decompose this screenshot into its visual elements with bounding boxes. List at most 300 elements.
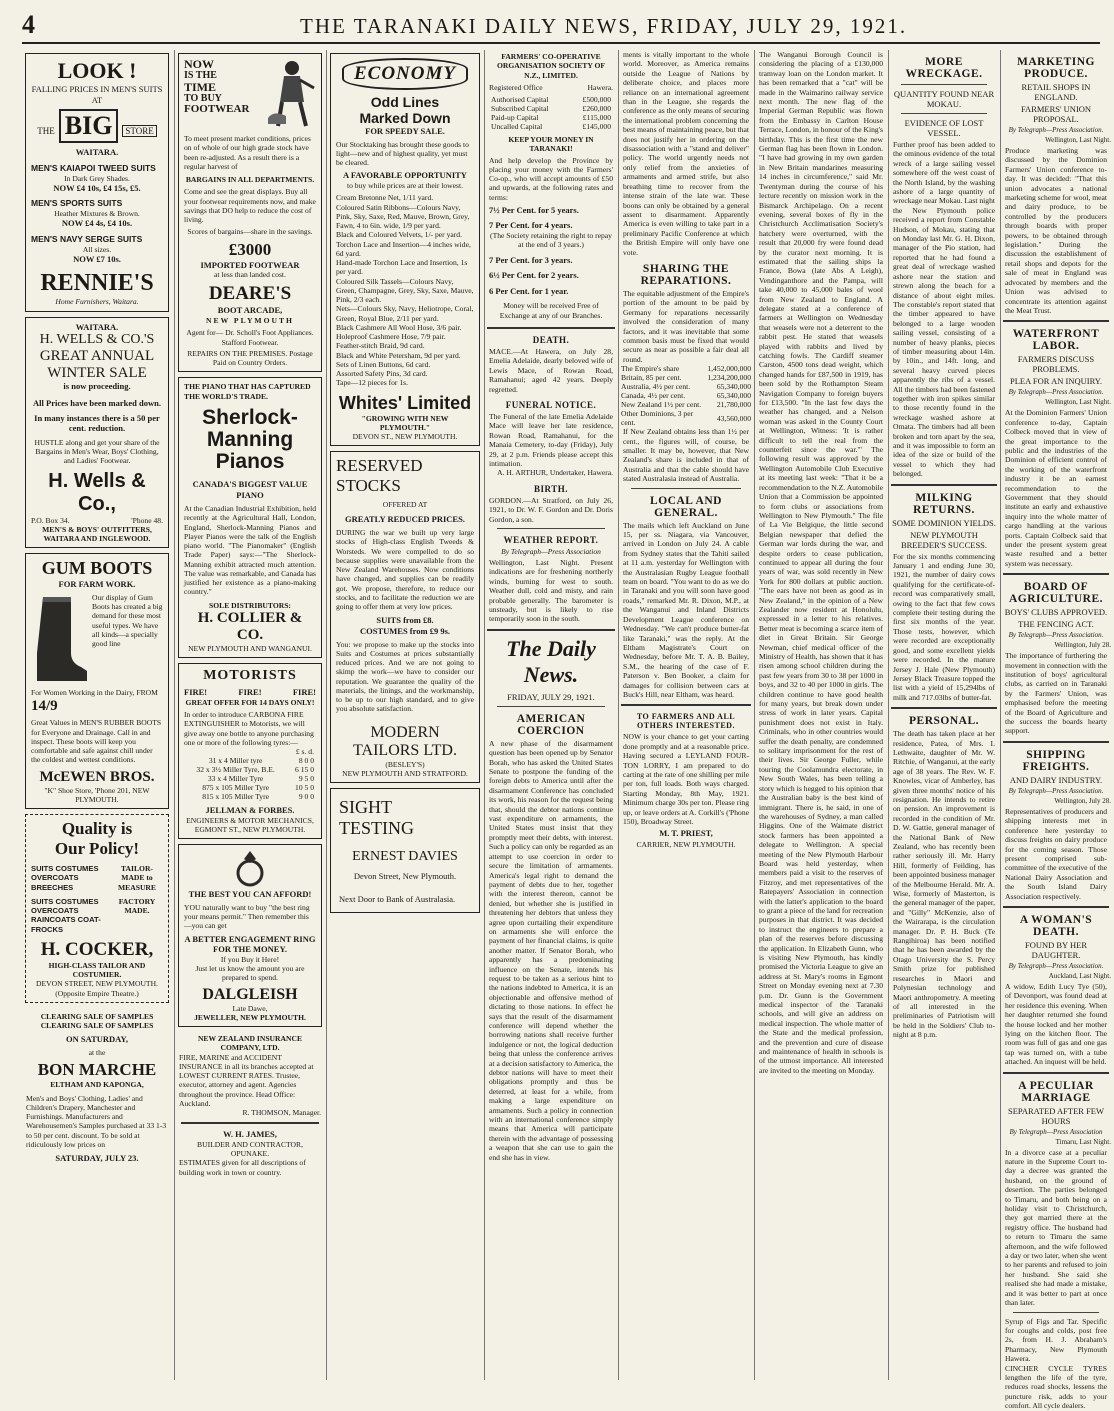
suit-price: NOW £4 4s, £4 10s. [61,218,133,229]
now-line: IS THE [184,69,217,81]
story-heading: PERSONAL. [909,715,979,728]
whites-ad [330,53,480,446]
story-body: The mails which left Auckland on June 15, per ss. Niagara, via Vancouver, arrived in London on July 24. A cable from Sydney states that the Tahiti sailed at 11 a.m. yesterday for Wellington with the Australasian Rugby League football team on board. "You want to do as we do in Taranaki and you will soon have good roads," remarked Mr. R. Dixon, M.P., at the Wanganui and Inland Districts Development League conference on Wednesday. "We can't produce butter-fat like Taranaki," was the reply. At the Eltham Magistrate's Court on Wednesday, before Mr. T. A. B. Bailey, S.M., the hearing of the case of F. Paterson v. Ben Booker, a claim for damages for collision between cars at Buck's Hill, near Eltham, was heard. [623,520,749,699]
page-number: 4 [22,10,35,39]
column-5 [618,50,753,1380]
ad-headline: MOTORISTS [203,668,297,684]
rate-item: 6½ Per Cent. for 2 years. [489,270,579,281]
local-news-body: The Wanganui Borough Council is considering the placing of a £130,000 tramway loan on the London market. It has been remarked that a "cat" will be made in the Waimarino railway service next month. The new flag of the Imperial German Republic was flown from the Embassy in Carlton House Terrace, London, in honour of the King's birthday. This is the first time the new German flag has been flown in London. "I have had growing in my own garden in New Britain mandarines measuring 14 inches in circumference," said Mr. Twentyman during the course of his lecture recently on mission work in the Bismarck Archipelago. On a recent evening, several boxes of fly in the Christchurch Acclimatisation Society's hatchery were overturned, with the result that 20,000 fry were found dead by the curator next morning. It is estimated that the sailing ships la France, Bowa (late Abs A Leigh), Vendinganthore and the Pampa, will take 40,000 to 45,000 bales of wool from New Zealand to England. A delegate stated at a conference of farmers at Wellington on Wednesday that weasels were not a deterrent to the rabbit pest. He stated that weasels played with rabbits and lived by catching fowls. The Cardiff steamer Carston, 4500 tons dead weight, which changed hands for £87,500 in 1919, has been sold by the Rothampton Steam Navigation Company to foreign buyers for £13,500. "In the last few days the weather has changed, and a Nelson woman was asked in the County Court at Wellington, Witness: 'It is rather difficult to tell the real from the counterfeit since the war.'" The following result was approved by the Wellington Automobile Club Executive at its meeting last week: "That it be a recommendation to the N.Z. Automobile Union that a Commission be appointed to form clubs or associations from Wellington to New Plymouth." The file of La Vie Belgique, the little second Belgian newspaper that defied the German war lords during the war, and despite orders to cease publication, continued to appear all during the four years of war, was sold recently in New York for 800 dollars at public auction. "The ears have not been as good as in New Zealand," in the opinion of a New Zealander now resident at Honolulu, expressed in a letter to his relatives. Better meat is becoming a scarce item of diet in Great Britain. Sir George Newman, chief medical officer of the Ministry of Health, has shown that it has risen among school children during the past few years from 30 to 38 per 1000 in boys, and 32 to 40 per 1000 in girls. The children continue to have good health for many years, but break down under stress of work in later years. Capital punishment does not exist in Italy. Criminals, who in other countries would suffer the death penalty, are condemned to solitary imprisonment for the rest of their lives. Sir George Fuller, while touring the Coolamundra electorate, in New South Wales, has been telling a story which is hegged to his opinion that the Australian baby is the best kind of immigrant. There is, he said, in one of the warehouses of Sydney, a man called Higgins. One of the Waimate district stock farmers has been appointed a delegate to Wellington. A special meeting of the New Plymouth Harbour Board was held yesterday, when members paid a visit to the reserves of Fitzroy, and met representatives of the Ratepayers' Association in connection with the latter's application to the board to grant a piece of the land for recreation purposes in that district. It was decided to instruct the engineers to prepare a plan of the reserves before discussing the application. In Elizabeth Gunn, who is visiting New Plymouth, has kindly promised the Victoria League to give an address at St. Mary's rooms in Egmont Street on Monday evening next at 7.30 p.m. Dr. Gunn is the Government medical inspector of the Taranaki schools, and will give an address on medical inspection. The whole matter of the State and the medical profession, and the prevention and cure of disease and maintenance of health in schools is of the utmost importance. All interested are invited to the meeting on Monday. [759,50,883,1075]
story-subheading: SEPARATED AFTER FEW HOURS [1007,1105,1105,1126]
share-value: 1,452,000,000 [707,364,751,374]
ad-body: And help develop the Province by placing your money with the Farmers' Co-op., who will accept amounts of £50 and upwards, at the following rates and terms: [489,155,613,202]
ad-sub: GREATLY REDUCED PRICES. [345,513,465,524]
divider [901,84,987,85]
firm-note: Late Dawe, [232,1003,268,1013]
ad-line: at less than landed cost. [214,270,286,280]
ad-line: THE PIANO THAT HAS CAPTURED THE WORLD'S TRADE. [184,382,311,401]
firm-name: DALGLEISH [202,985,298,1003]
notice-heading: DEATH. [532,334,570,345]
story-subheading: NEW PLYMOUTH BREEDER'S SUCCESS. [900,529,988,550]
story-body: At the Dominion Farmers' Union conference to-day, Captain Colbeck moved that in view of the great importance to the public and the industries of the Dominion of efficient control of the working of the waterfront industry it be an earnest recommendation to the Government that they should institute an early and exhaustive inquiry into the whole matter of cargo handling at the various ports. Captain Colbeck said that under the present system great waste resulted and a better system was necessary. [1005,408,1107,568]
rate-note: (The Society retaining the right to repay at the end of 3 years.) [490,231,612,250]
ad-body: Our Stocktaking has brought these goods to light—new and of highest quality, yet must be cleared. [336,139,469,168]
now-line: NOW [184,57,214,71]
story-body: The death has taken place at her residence, Patea, of Mrs. I. Lethwaite, daughter of Mr. W. Ritchie, of Wanganui, at the early age of 38 years. The Rev. W. F. Knowles, vicar of Amberley, has given three months' notice of his resignation. He intends to retire on pension. An improvement is recorded in the condition of Mr. D. W. Gattie, general manager of the National Bank of New Zealand, who has recently been rather seriously ill. Mr. Harry Hill, formerly of Feilding, has been appointed business manager of the Melbourne Herald. Mr. A. Wise, formerly of Masterton, is the general manager of the paper, and "Gilly" McKenzie, also of the Wairarapa, is the circulation manager. Dr. P. H. Buck (Te Rangihiroa) has been notified that he has been awarded by the Otago University the S. Percy Smith prize for published researches in Maori and Polynesian technology and Maori anthropometry. A meeting of all interested in the preliminaries of Patriotism will be held in the Soldiers' Club to-night at 8 p.m. [893,729,995,1040]
price: 14/9 [31,698,58,715]
capital-table [489,95,613,131]
rate-item: 6 Per Cent. for 1 year. [489,285,569,296]
list-item: Coloured Silk Tassels—Colours Navy, Green, Champagne, Grey, Sky, Saxe, Mauve, Pink, 2/3 each. [336,276,474,304]
quality-row [31,864,163,892]
phone: 'Phone 48. [131,515,163,525]
amount: £3000 [228,239,272,259]
dalgleish-ad [178,844,322,1027]
notice-body: MACE.—At Hawera, on July 28, Emelia Adelaide, dearly beloved wife of Lewis Mace, of Rowan Road, Ramahanui; aged 42 years. Deeply regretted. [489,346,613,394]
divider [1013,1312,1099,1313]
story-dateline: Timaru, Last Night. [1055,1137,1111,1146]
small-ad: CINCHER CYCLE TYRES lengthen the life of the tyre, reduces road shocks, lessens the puncture risk, adds to your comfort. All cycle dealers. [1005,1363,1107,1411]
ad-headline: Our Policy! [54,839,140,859]
suit-name: MEN'S KAIAPOI TWEED SUITS [31,162,156,173]
share-value: 21,780,000 [716,400,751,410]
ad-headline: SIGHT [339,797,392,818]
capital-value: £115,000 [582,113,611,122]
ad-line: ON SATURDAY, [65,1034,129,1045]
fire-row [184,687,316,698]
quality-items: SUITS COSTUMES OVERCOATS RAINCOATS COAT-FROCKS [31,896,101,934]
now-line: TO BUY [184,92,222,104]
newspaper-title: THE TARANAKI DAILY NEWS, FRIDAY, JULY 29, 1921. [300,14,908,38]
story-heading: BOARD OF AGRICULTURE. [1008,581,1104,606]
divider [891,484,997,486]
ad-line: CLEARING SALE OF SAMPLES [40,1011,154,1021]
divider [487,327,615,329]
now-title [184,58,264,130]
column-1 [22,50,172,1380]
story-subheading: RETAIL SHOPS IN ENGLAND. [1021,82,1091,102]
firm-addr: DEVON ST., NEW PLYMOUTH. [352,432,458,441]
big-store-ad [25,53,169,312]
column-8 [1000,50,1111,1411]
table-row [184,765,316,774]
sight-testing-ad [330,788,480,913]
ad-line: BARGAINS IN ALL DEPARTMENTS. [185,175,315,184]
gum-boot-icon [31,593,89,685]
story-subheading: FARMERS DISCUSS PROBLEMS. [1017,354,1095,375]
ad-line: KEEP YOUR MONEY IN TARANAKI! [508,135,594,154]
ad-body: Money will be received Free of Exchange at any of our Branches. [499,301,603,320]
suit-name: MEN'S SPORTS SUITS [31,198,123,209]
ad-line: GREAT OFFER FOR 14 DAYS ONLY! [185,697,315,707]
gum-boot-row [31,593,163,685]
story-dateline: Auckland, Last Night. [1048,971,1111,980]
story-byline: By Telegraph—Press Association. [1008,388,1104,397]
suit-desc: In Dark Grey Shades. [64,173,130,183]
firm-note: (BESLEY'S) [385,759,425,769]
gum-boots-ad [25,553,169,809]
ad-line: CLEARING SALE OF SAMPLES [40,1021,154,1031]
masthead-rule [22,42,1100,44]
ad-line: Agent for— Dr. Scholl's Foot Appliances. Stafford Footwear. [186,328,314,347]
firm-name: Whites' Limited [338,392,472,413]
ad-line: IMPORTED FOOTWEAR [200,259,300,270]
list-item: Assorted Safety Pins, 3d card. [336,369,428,378]
firm-sub: ENGINEERS & MOTOR MECHANICS, EGMONT ST., NEW PLYMOUTH. [186,815,314,834]
ad-body: Scores of bargains—share in the savings. [187,227,313,237]
story-heading: WEATHER REPORT. [503,534,599,545]
story-body: A widow, Edith Lucy Tye (50), of Devonport, was found dead at her residence this evening. When her daughter returned she found the house locked and her mother lying on the kitchen floor. The room was full of gas and one gas tap was turned on, with a tube attached. An inquest will be held. [1005,981,1107,1067]
motorists-ad [178,663,322,839]
newspaper-nameplate: The Daily News. [506,635,596,687]
divider [631,488,741,489]
capital-value: £500,000 [582,95,611,104]
list-item: Feather-stitch Braid, 9d card. [336,341,425,351]
story-body: For the six months commencing January 1 and ending June 30, 1921, the number of dairy cows qualifying for the certificate-of-record was comparatively small, owing to the fact that few cows complete their testing during the first six months of the year. Those tests, however, which were recorded are exceptionally good, and some excellent yields were recorded. In the mature Jersey J. Hale (New Plymouth) Jersey Black Treasure topped the list with a yield of 15,294lbs of milk and 717.03lbs of butter-fat. [893,551,995,702]
ring-icon [230,849,270,889]
firm-name: H. WELLS & CO.'S [39,332,155,348]
table-row [184,756,316,765]
reg-office-row [489,83,613,92]
divider [497,528,605,529]
ad-town: WAITARA. [75,147,119,158]
column-6 [754,50,887,1380]
capital-label: Authorised Capital [491,95,549,104]
table-row [489,113,613,122]
tyre-table [184,747,316,801]
piano-name: Sherlock-Manning Pianos [202,405,298,473]
notice-body: The Funeral of the late Emelia Adelaide Mace will leave her late residence, Rowan Road, Ramahanui, for the Manaia Cemetery, to-day (Friday), July 29, at 2 p.m. Friends please accept this intimation. [489,411,613,468]
story-subheading: SOME DOMINION YIELDS. [892,517,996,528]
ad-headline: Marked Down [359,110,451,126]
firm-name: JELLMAN & FORBES. [205,805,295,816]
firm-sub: BUILDER AND CONTRACTOR, OPUNAKE. [197,1139,303,1159]
logo-big: BIG [59,109,119,143]
editorial-body: A new phase of the disarmament question has been opened up by Senator Borah, who has asked the United States Senate to postpone the funding of the foreign debts to America until after the disarmament Conference has concluded its work, his reason for the request being that, should the debtor nations continue vast expenditure on armaments, the United States must insist that they promptly meet their debts, with interest. Such a policy can only be regarded as an attempt to use coercion in order to secure the limitation of armaments. America's legal right to demand the payment of debts due to her, together with the interest thereon, cannot be denied, but whether she is justified in threatening her debtors that unless they agree upon curtailing their expenditure on armaments she will enforce the payment of her financial claims, is quite another matter. If Senator Borah, who apparently has a predominating influence on the Senate, intends his request to be taken as a serious hint to the nations indebted to America, it is an objectionable and offensive method of dictating to those nations. In effect he says that the result of the disarmament conference will depend whether the borrowing nations shall receive further indulgence or not, the logical deduction being that unless the conference arrives at a decision satisfactory to America, the debtor nations will have to meet their obligations promptly and thus be deterred, at least for a while, from making a large expenditure on armaments. Such a policy in connection with an international conference simply means that America will participate therein with the advantage of possessing a weapon that she can use to gain the end she has in view. [489,738,613,1162]
masthead [0,0,1114,44]
tyre-price: 8 0 0 [298,756,314,766]
ad-sub: OFFERED AT [382,500,428,510]
firm-tag: "GROWING WITH NEW PLYMOUTH." [361,413,449,432]
ad-date: SATURDAY, JULY 23. [55,1153,139,1164]
tyre-price: 6 15 0 [295,765,314,775]
share-label: Britain, 85 per cent. [621,373,682,383]
ad-body: Great Values in MEN'S RUBBER BOOTS for Everyone and Drainage. Call in and inspect. These boots will keep you comfortable and safe against chill under the coldest and wettest conditions. [31,718,162,765]
story-heading: LOCAL AND GENERAL. [650,494,722,519]
firm-addr: DEVON STREET, NEW PLYMOUTH. [36,979,158,989]
firm-sub: CARRIER, NEW PLYMOUTH. [636,840,736,850]
table-row [489,95,613,104]
ad-line: All Prices have been marked down. [33,397,161,408]
story-subheading: BOYS' CLUBS APPROVED. [1004,607,1108,618]
column-7 [888,50,999,1380]
firm-sub: BOOT ARCADE, [217,305,283,316]
shoemaker-figure-icon [264,58,316,130]
odd-lines-list [336,193,474,387]
divider [621,704,751,706]
story-byline: By Telegraph—Press Association [501,546,601,556]
ad-headline: STOCKS [336,476,401,496]
modern-tailors-ad [330,451,480,783]
suit-desc: Heather Mixtures & Brown. [54,209,140,218]
table-row [619,391,753,400]
story-heading: WATERFRONT LABOR. [1012,328,1100,353]
story-byline: By Telegraph—Press Association [1009,1127,1103,1136]
column-2 [174,50,325,1380]
firm-name: H. COLLIER & CO. [197,609,303,643]
divider [1003,1072,1109,1074]
list-item: Black and Coloured Velvets, 1/- per yard. [336,230,462,240]
table-row [184,774,316,783]
share-label: The Empire's share [621,364,680,374]
story-subheading: QUANTITY FOUND NEAR MOKAU. [893,89,995,109]
small-ad: Syrup of Figs and Tar. Specific for coughs and colds, post free 2s, from H. J. Abraham's Pharmacy, New Plymouth Hawera. [1005,1316,1107,1364]
story-subheading: PLEA FOR AN INQUIRY. [1010,376,1102,387]
story-byline: By Telegraph—Press Association. [1008,961,1104,970]
fire-word: FIRE! [238,687,262,698]
tyre-price: 10 5 0 [295,783,314,793]
story-byline: By Telegraph—Press Association. [1008,631,1104,640]
capital-label: Paid-up Capital [491,113,539,122]
reparations-table [619,364,753,427]
divider [1003,741,1109,743]
share-value: 65,340,000 [716,391,751,401]
now-header [184,58,316,130]
firm-place: WAITARA AND INGLEWOOD. [43,534,151,543]
divider [1003,573,1109,575]
ad-price-line [31,688,163,716]
list-item: Hand-made Torchon Lace and Insertion, 1s per yard. [336,258,468,277]
table-row [619,382,753,391]
table-row [619,373,753,382]
story-heading: A PECULIAR MARRIAGE [1018,1079,1094,1104]
ad-agent: R. THOMSON, Manager. [242,1108,321,1118]
table-row [184,792,316,801]
story-heading: MARKETING PRODUCE. [1017,56,1095,80]
piano-ad [178,377,322,658]
tyre-name: 31 x 4 Miller tyre [208,756,263,766]
firm-name: MODERN TAILORS LTD. [353,723,457,759]
list-item [31,198,163,229]
firm-name: McEWEN BROS. [39,768,155,785]
tyre-name: 815 x 105 Miller Tyre [202,792,270,802]
farmers-coop-ad [485,50,617,322]
capital-value: £260,000 [582,104,611,113]
story-body: The importance of furthering the movement in connection with the institution of boys' agricultural clubs, as carried on in Taranaki by the Farmers' Union, was emphasised before the meeting of the Board of Agriculture and the success the boards hearty support. [1005,651,1107,736]
bon-marche-ad [22,1008,172,1168]
insurance-ad [175,1032,325,1179]
divider [181,1122,319,1124]
ad-sub: FOR FARM WORK. [58,579,136,590]
list-item [31,234,163,265]
ad-sub: FALLING PRICES IN MEN'S SUITS AT [31,84,163,105]
now-line: FOOTWEAR [184,103,250,116]
ad-body: DURING the war we built up very large stocks of High-class English Tweeds & Worsteds. We were compelled to do so because supplies were unavailable from the New Zealand Warehouses. Now conditions have changed, and supplies can be readily got. We propose, therefore, to reduce our stocks, and to facilitate the reduction we are going to offer them at very low prices. [336,528,474,612]
ad-line: SOLE DISTRIBUTORS: [209,600,291,610]
ad-body: In order to introduce CARBONA FIRE EXTINGUISHER to Motorists, we will give away one bottle to anyone purchasing one or more of the following tyres:— [184,710,314,747]
table-row [184,747,316,756]
ad-headline: TESTING [339,818,414,839]
firm-sub: JEWELLER, NEW PLYMOUTH. [194,1012,306,1022]
list-item: Tape—12 pieces for 1s. [336,378,409,388]
editorial-body: ments is vitally important to the whole world. Moreover, as America remains outside the League of Nations by deliberate choice, and places more reliance on an international agreement than in the League, she regards the conference as the only means of securing the international problem concerning the best means of maintaining peace, but that does not justify her in ordering on the disassociation with a "stand and deliver" policy. The world urgently needs not only relief from the anxieties of armaments and armed strife, but also breathing time to recover from the intense strain of the late war. These boons can only be obtained by a general assent to disarmament. Apparently America is even willing to take part in a preliminary Pacific Conference at which the British Empire will only have one vote. [623,50,749,257]
suit-desc: All sizes. [82,244,112,254]
column-3 [326,50,483,1380]
firm-name: BON MARCHE [37,1060,157,1080]
list-item: Torchon Lace and Insertion—4 inches wide, 6d yard. [336,239,471,258]
story-body: Wellington, Last Night. Present indications are for freshening northerly winds, burning for west to south. Weather dull, cold and misty, and rain probable generally. The barometer is unsteady, but is likely to rise temporarily soon in the south. [489,557,613,624]
story-subheading: EVIDENCE OF LOST VESSEL. [904,118,984,138]
tyre-name: 33 x 4 Miller Tyre [207,774,264,784]
price: COSTUMES from £9 9s. [359,626,451,636]
sale-sub: is now proceeding. [63,381,131,392]
ad-body: YOU naturally want to buy "the best ring your means permit." Then remember this—you can get [184,902,310,931]
table-row [619,400,753,409]
story-body: If New Zealand obtains less than 1½ per cent., the figures will, of course, be smaller. It may be, however, that New Zealand's share is included in that of Australia and that the cable should have stated Australasia instead of Australia. [623,427,749,484]
notice-signature: A. H. ARTHUR, Undertaker, Hawera. [497,468,613,478]
ad-line: If you Buy it Here! [220,954,280,964]
value: Hawera. [587,82,613,92]
capital-label: Uncalled Capital [491,122,543,131]
list-item: Coloured Satin Ribbons—Colours Navy, Pink, Sky, Saxe, Red, Mauve, Brown, Grey, Fawn, 4 to 6in. wide, 1/9 per yard. [336,202,470,230]
list-item: Cream Bretonne Net, 1/11 yard. [336,193,434,203]
firm-place: NEW PLYMOUTH AND WANGANUI. [188,643,312,653]
list-item [31,163,163,194]
sale-title: GREAT ANNUAL WINTER SALE [39,348,155,381]
table-row [184,783,316,792]
ad-line: A FAVORABLE OPPORTUNITY [343,170,467,181]
ad-body: ESTIMATES given for all descriptions of building work in town or country. [179,1158,306,1177]
quality-ad [25,814,169,1003]
firm-place: ELTHAM AND KAPONGA, [50,1080,144,1090]
ad-body: To meet present market conditions, prices on of whole of our high grade stock have been re-adjusted. As a result there is a regular harvest of [184,134,311,171]
price-label: For Women Working in the Dairy, FROM [31,687,158,697]
story-body: The equitable adjustment of the Empire's portion of the amount to be paid by Germany for reparations necessarily involved the consideration of many factors, and it was inevitable that some common basis must be fixed that would secure as near as possible a fair deal all round. [623,288,749,364]
story-dateline: Wellington, Last Night. [1045,136,1111,144]
firm-sub: HIGH-CLASS TAILOR AND COSTUMIER. [48,960,146,980]
story-heading: SHIPPING FREIGHTS. [1022,748,1090,773]
capital-label: Subscribed Capital [491,104,549,113]
ad-line: A BETTER ENGAGEMENT RING FOR THE MONEY. [184,933,316,955]
tyre-price: 9 5 0 [298,774,314,784]
ad-headline: Odd Lines [370,94,440,110]
firm-logo: H. Wells & Co., [48,469,146,515]
ad-sub: FOR SPEEDY SALE. [365,126,445,136]
story-byline: By Telegraph—Press Association. [1008,786,1104,795]
editorial-heading: AMERICAN COERCION [516,712,586,737]
firm-name: ERNEST DAVIES [352,849,458,865]
ad-body: Come and see the great displays. Buy all your footwear requirements now, and make savings that DO help to reduce the cost of living. [184,187,316,224]
big-store-logo [31,109,163,143]
ad-headline: Quality is [61,819,133,839]
ad-headline: LOOK ! [57,58,137,83]
ad-body: You: we propose to make up the stocks into Suits and Costumes at prices substantially reduced prices. And we are not going to skimp the work—we have to consider our reputation. We guarantee the quality of the materials, the linings, and the workmanship, to be up to our high standard, and to give you absolute satisfaction. [336,639,474,714]
share-label: Canada, 4½ per cent. [621,391,686,401]
divider [1003,320,1109,322]
rate-item: 7 Per Cent. for 4 years. [489,220,573,231]
firm-name: RENNIE'S [40,270,154,297]
ad-headline: RESERVED [336,456,423,476]
tyre-name: 875 x 105 Miller Tyre [202,783,270,793]
share-value: 43,560,000 [716,413,751,423]
ad-body: Just let us know the amount you are prepared to spend. [195,964,305,983]
notice-heading: FUNERAL NOTICE. [505,399,597,410]
firm-addr: NEW PLYMOUTH AND STRATFORD. [342,768,468,778]
story-dateline: Wellington, July 28. [1054,641,1111,650]
quality-items: SUITS COSTUMES OVERCOATS BREECHES [31,864,99,892]
capital-value: £145,000 [582,122,611,131]
divider [1003,906,1109,908]
story-subheading: FOUND BY HER DAUGHTER. [1024,939,1088,960]
logo-store: STORE [122,125,156,137]
wells-ad [25,317,169,549]
story-byline: By Telegraph—Press Association. [1008,126,1104,134]
firm-name: M. T. PRIEST, [659,828,713,839]
story-heading: A WOMAN'S DEATH. [1019,913,1093,938]
contact-row [31,516,163,525]
ad-body: FIRE, MARINE and ACCIDENT INSURANCE in all its branches accepted at LOWEST CURRENT RATES. Trustee, executor, attorney and agent. Agencies throughout the province. Head Office: Auckland. [179,1052,314,1108]
rate-list [489,205,613,297]
ad-line: In many instances there is a 50 per cent. reduction. [34,412,160,434]
divider [891,707,997,709]
firm-name: DEARE'S [208,283,292,305]
notice-body: GORDON.—At Stratford, on July 26, 1921, to Dr. W. F. Gordon and Dr. Doris Gordon, a son. [489,495,613,524]
table-row [489,104,613,113]
list-item: Black and White Petersham, 9d per yard. [336,350,461,360]
quality-method: FACTORY MADE. [118,896,156,916]
ad-body: NOW is your chance to get your carting done promptly and at a reasonable price. Having secured a LEYLAND FOUR-TON LORRY, I am prepared to do carting at the rate of one shilling per mile per ton, full loads. Both ways charged. Starting Monday, 8th May, 1921. Minimum charge 30s per ton. Please ring up, or leave orders at A. Corkill's ('Phone 150), Broadway Street. [623,732,749,826]
suit-name: MEN'S NAVY SERGE SUITS [31,233,143,244]
quality-row [31,897,163,934]
share-label: Other Dominions, 3 per cent. [621,409,694,428]
story-heading: SHARING THE REPARATIONS. [640,262,732,287]
rate-item: 7½ Per Cent. for 5 years. [489,204,579,215]
rate-item: 7 Per Cent. for 3 years. [489,254,573,265]
table-row [489,122,613,131]
share-label: New Zealand 1½ per cent. [621,400,702,410]
fire-word: FIRE! [292,687,316,698]
divider [487,629,615,631]
story-subheading: FARMERS' UNION PROPOSAL. [1020,104,1092,124]
ad-headline: FARMERS' CO-OPERATIVE ORGANISATION SOCIETY OF N.Z., LIMITED. [496,52,606,80]
ad-headline: NEW ZEALAND INSURANCE COMPANY, LTD. [197,1034,303,1053]
story-body: Representatives of producers and shipping interests met in conference here yesterday to discuss freights on dairy produce for the coming season. Those present comprised sub-committee of the executive of the National Dairy Association and the South Island Dairy Association respectively. [1005,806,1107,901]
firm-tag: MEN'S & BOYS' OUTFITTERS, [42,524,152,534]
table-row [619,364,753,373]
divider [497,706,605,707]
label: Registered Office [489,82,543,92]
story-heading: MORE WRECKAGE. [905,56,983,80]
ad-line: at the [88,1048,106,1058]
ad-line: REPAIRS ON THE PREMISES. Postage Paid on Country Orders. [187,348,313,367]
firm-sub: Home Furnishers, Waitara. [55,297,139,307]
ad-headline: THE BEST YOU CAN AFFORD! [188,889,312,900]
ad-body: Our display of Gum Boots has created a big demand for these most useful types. We have all kinds—a specially good line [92,592,163,649]
notice-heading: BIRTH. [534,483,568,494]
story-body: Produce marketing was discussed by the Dominion Farmers' Union conference to-day. It was decided: "That this union advocates a national marketing scheme for wool, meat and dairy produce, to be controlled by the producers through boards with proper powers, to be obtained through legislation." During the discussion the establishment of retail shops and depots for the sale of meat in England was advocated by members and the Union was advised to concentrate its attention against the Meat Trust. [1005,146,1107,315]
ad-headline: TO FARMERS AND ALL OTHERS INTERESTED. [636,712,736,731]
suit-price: NOW £7 10s. [73,253,121,264]
divider [901,113,987,114]
share-value: 1,234,200,000 [707,373,751,383]
story-body: Further proof has been added to the ominous evidence of the total wreck of a large sailing vessel somewhere off the west coast of the North Island, by the washing ashore of a large quantity of wreckage near Mokau. Last night the New Plymouth police received a report from Constable Hudson, of Mokau, stating that on Monday last Mr. G. H. Dixon, manager of the Pio station, had reported that he had found a great deal of wreckage washed ashore near the station and strewn along the beach for a distance of about eight miles. The constable's report stated that the timber appeared to have belonged to a large wooden sailing vessel, consisting of a number of heavy planks, pieces of timber measuring about 14in. by 10in., and 14ft. long, and several heavy curved pieces apparently the ribs of a vessel. All the timbers had been fastened together with iron spikes similar to those recently found in the wreckage washed ashore at Omata. The timbers had all been broken and torn apart by the sea, and it was impossible to form an idea of the size or build of the vessel to which they had belonged. [893,140,995,479]
deares-ad [178,53,322,372]
list-item: Black Cashmere All Wool Hose, 3/6 pair. [336,322,462,332]
suit-price: NOW £4 10s, £4 15s, £5. [53,182,141,193]
ad-town: WAITARA. [75,321,119,332]
table-row [619,409,753,427]
ad-sub: CANADA'S BIGGEST VALUE PIANO [192,478,308,500]
list-item: Holeproof Cashmere Hose, 7/9 pair. [336,332,446,341]
